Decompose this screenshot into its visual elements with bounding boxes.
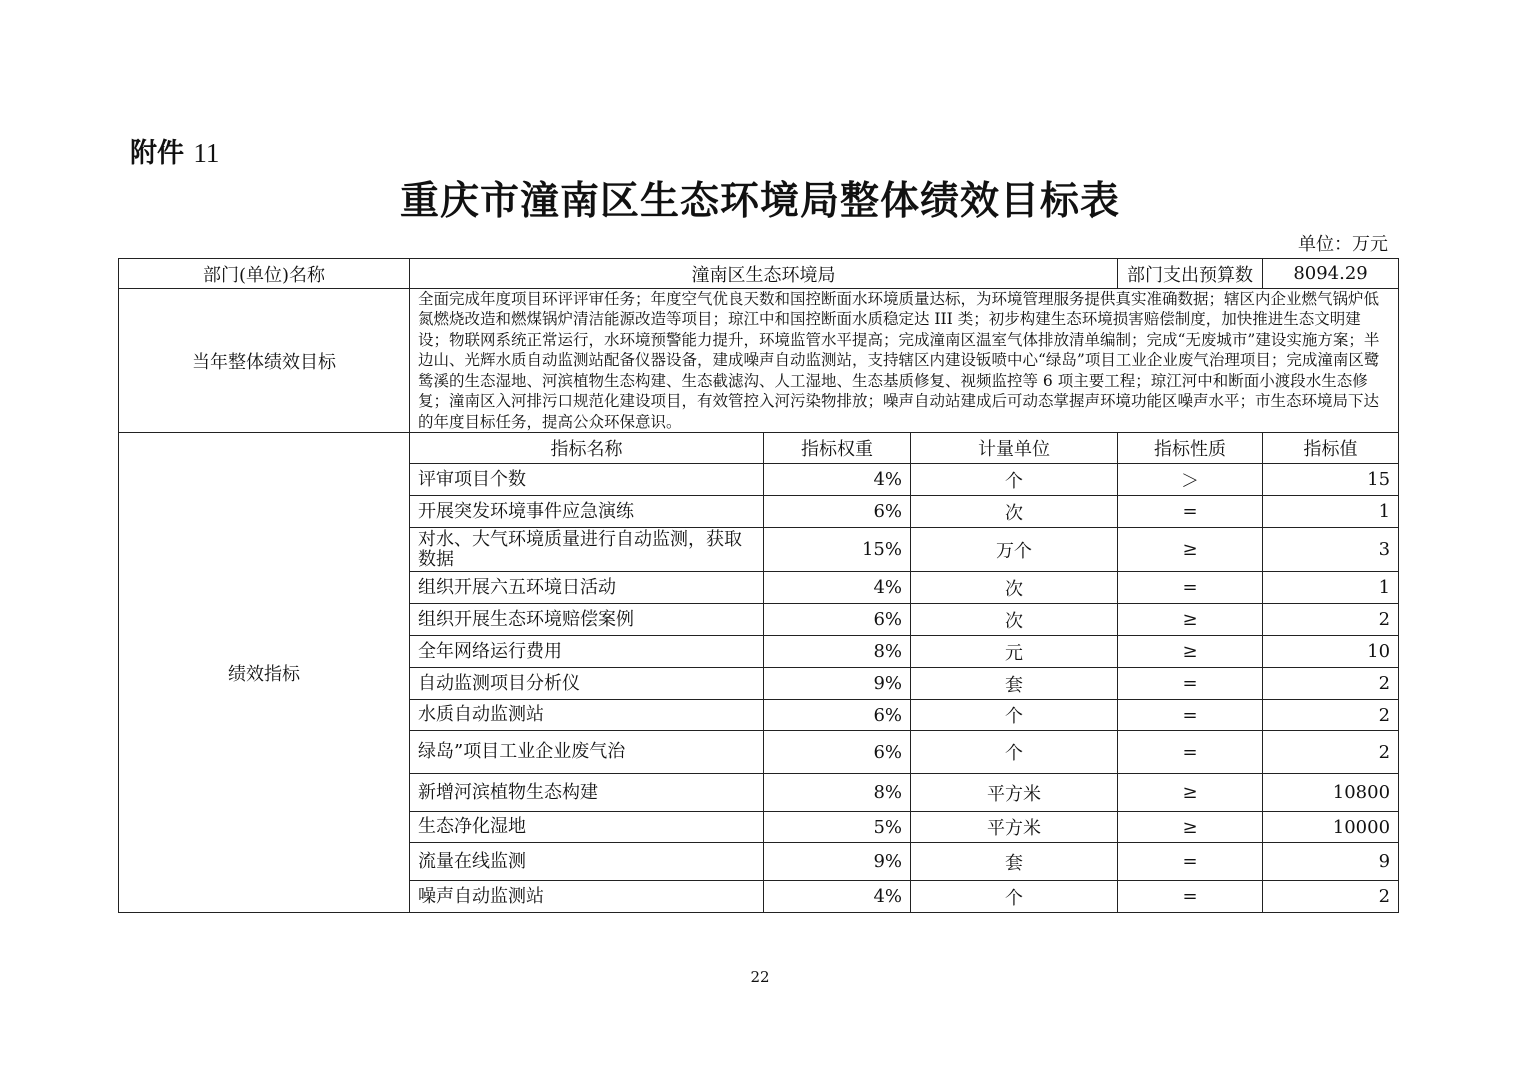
- unit-note: 单位：万元: [1298, 234, 1388, 255]
- attachment-label: [130, 131, 219, 170]
- indicator-name: 组织开展生态环境赔偿案例: [410, 604, 764, 636]
- dept-row: [119, 259, 1399, 289]
- page-title: 重庆市潼南区生态环境局整体绩效目标表: [399, 179, 1120, 224]
- indicator-value: 10800: [1263, 774, 1399, 812]
- annual-goal-text: 全面完成年度项目环评评审任务；年度空气优良天数和国控断面水环境质量达标，为环境管理服务提供真实准确数据；辖区内企业燃气锅炉低氮燃烧改造和燃煤锅炉清洁能源改造等项目；琼江中和国控断面水质稳定达 III 类；初步构建生态环境损害赔偿制度，加快推进生态文明建设；物联网系统正常运行，水环境预警能力提升，环境监管水平提高；完成潼南区温室气体排放清单编制；完成“无废城市”建设实施方案；半边山、光辉水质自动监测站配备仪器设备，建成噪声自动监测站，支持辖区内建设钣喷中心“绿岛”项目工业企业废气治理项目；完成潼南区鹭鸶溪的生态湿地、河滨植物生态构建、生态截滤沟、人工湿地、生态基质修复、视频监控等 6 项主要工程；琼江河中和断面小渡段水生态修复；潼南区入河排污口规范化建设项目，有效管控入河污染物排放；噪声自动站建成后可动态掌握声环境功能区噪声水平；市生态环境局下达的年度目标任务，提高公众环保意识。: [410, 289, 1399, 433]
- indicator-unit: 套: [911, 668, 1118, 700]
- indicator-name: 自动监测项目分析仪: [410, 668, 764, 700]
- indicator-nature: ≥: [1118, 528, 1263, 572]
- indicator-name: 流量在线监测: [410, 843, 764, 881]
- indicator-weight: 9%: [764, 668, 911, 700]
- indicator-weight: 5%: [764, 812, 911, 843]
- indicator-name: 评审项目个数: [410, 464, 764, 496]
- indicator-unit: 次: [911, 496, 1118, 528]
- indicator-nature: =: [1118, 731, 1263, 774]
- indicator-value: 1: [1263, 496, 1399, 528]
- indicator-name: 全年网络运行费用: [410, 636, 764, 668]
- indicators-label: 绩效指标: [119, 433, 410, 913]
- indicator-nature: =: [1118, 668, 1263, 700]
- header-nature: 指标性质: [1118, 433, 1263, 464]
- indicator-value: 2: [1263, 700, 1399, 731]
- indicator-unit: 套: [911, 843, 1118, 881]
- dept-name-label: 部门(单位)名称: [119, 259, 410, 289]
- header-name: 指标名称: [410, 433, 764, 464]
- indicator-nature: ≥: [1118, 812, 1263, 843]
- indicator-unit: 次: [911, 604, 1118, 636]
- budget-label: 部门支出预算数: [1118, 259, 1263, 289]
- indicator-unit: 元: [911, 636, 1118, 668]
- indicator-unit: 个: [911, 731, 1118, 774]
- indicator-nature: =: [1118, 843, 1263, 881]
- indicator-weight: 4%: [764, 572, 911, 604]
- dept-name-value: 潼南区生态环境局: [410, 259, 1118, 289]
- indicator-weight: 6%: [764, 700, 911, 731]
- indicator-unit: 次: [911, 572, 1118, 604]
- indicator-name: 噪声自动监测站: [410, 881, 764, 913]
- page-number: 22: [750, 968, 770, 986]
- indicator-value: 15: [1263, 464, 1399, 496]
- annual-goal-row: [119, 289, 1399, 433]
- indicator-nature: ≥: [1118, 774, 1263, 812]
- indicator-unit: 个: [911, 881, 1118, 913]
- indicator-unit: 平方米: [911, 774, 1118, 812]
- header-unit: 计量单位: [911, 433, 1118, 464]
- indicator-value: 2: [1263, 881, 1399, 913]
- indicator-value: 9: [1263, 843, 1399, 881]
- indicator-value: 10: [1263, 636, 1399, 668]
- indicator-unit: 平方米: [911, 812, 1118, 843]
- indicator-value: 2: [1263, 731, 1399, 774]
- attachment-word: 附件: [130, 138, 184, 169]
- indicator-value: 1: [1263, 572, 1399, 604]
- indicator-value: 3: [1263, 528, 1399, 572]
- header-value: 指标值: [1263, 433, 1399, 464]
- indicator-weight: 6%: [764, 731, 911, 774]
- indicator-name: 生态净化湿地: [410, 812, 764, 843]
- indicator-name: 绿岛”项目工业企业废气治: [410, 731, 764, 774]
- indicator-weight: 6%: [764, 604, 911, 636]
- indicator-nature: =: [1118, 700, 1263, 731]
- indicator-unit: 个: [911, 700, 1118, 731]
- indicator-nature: ≥: [1118, 636, 1263, 668]
- indicator-name: 新增河滨植物生态构建: [410, 774, 764, 812]
- annual-goal-label: 当年整体绩效目标: [119, 289, 410, 433]
- indicator-nature: =: [1118, 496, 1263, 528]
- indicator-name: 组织开展六五环境日活动: [410, 572, 764, 604]
- indicator-nature: ＞: [1118, 464, 1263, 496]
- indicator-name: 水质自动监测站: [410, 700, 764, 731]
- indicator-nature: ≥: [1118, 604, 1263, 636]
- indicator-weight: 9%: [764, 843, 911, 881]
- indicator-name: 对水、大气环境质量进行自动监测，获取数据: [410, 528, 764, 572]
- indicator-header-row: [119, 433, 1399, 464]
- indicator-weight: 6%: [764, 496, 911, 528]
- indicator-name: 开展突发环境事件应急演练: [410, 496, 764, 528]
- budget-value: 8094.29: [1263, 259, 1399, 289]
- attachment-number: 11: [193, 138, 220, 168]
- indicator-nature: =: [1118, 881, 1263, 913]
- header-weight: 指标权重: [764, 433, 911, 464]
- indicator-unit: 万个: [911, 528, 1118, 572]
- indicator-weight: 4%: [764, 464, 911, 496]
- indicator-weight: 8%: [764, 636, 911, 668]
- indicator-value: 2: [1263, 668, 1399, 700]
- indicator-nature: =: [1118, 572, 1263, 604]
- indicator-unit: 个: [911, 464, 1118, 496]
- indicator-value: 2: [1263, 604, 1399, 636]
- indicator-weight: 15%: [764, 528, 911, 572]
- performance-table: [118, 258, 1399, 913]
- indicator-weight: 8%: [764, 774, 911, 812]
- indicator-weight: 4%: [764, 881, 911, 913]
- indicator-value: 10000: [1263, 812, 1399, 843]
